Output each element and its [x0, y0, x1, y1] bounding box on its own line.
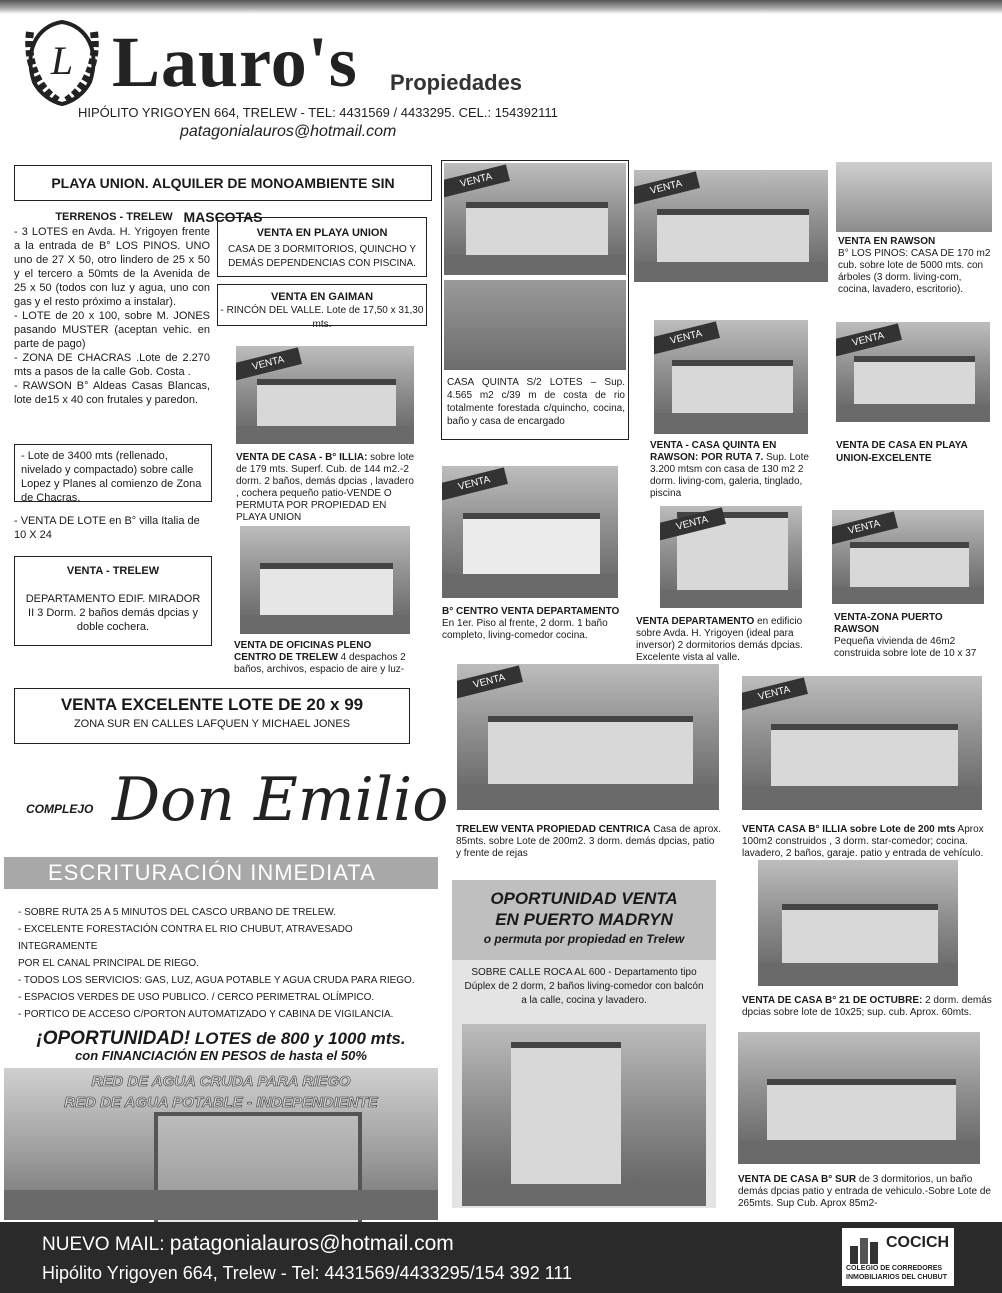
playa-union-body: CASA DE 3 DORMITORIOS, QUINCHO Y DEMÁS DEPENDENCIAS CON PISCINA.	[228, 244, 416, 269]
rawson-body: B° LOS PINOS: CASA DE 170 m2 cub. sobre lote de 5000 mts. con árboles (3 dorm. living-com, cocina, lavadero, escritorio).	[838, 248, 991, 295]
gaiman-title: VENTA EN GAIMAN	[270, 291, 374, 303]
depto-yrigoyen-photo	[660, 506, 802, 608]
cocich-badge	[842, 1228, 954, 1286]
venta-tag: VENTA	[832, 511, 898, 545]
oficinas-caption	[234, 640, 416, 676]
centrica-caption	[456, 824, 722, 860]
terrenos-item: - LOTE de 20 x 100, sobre M. JONES pasando MUSTER (aceptan vehic. en parte de pago)	[14, 310, 210, 350]
oficinas-caption-bold: VENTA DE OFICINAS PLENO CENTRO DE TRELEW	[234, 640, 372, 663]
oportunidad-line	[4, 1028, 438, 1050]
venta-tag: VENTA	[442, 467, 508, 501]
red-agua-potable: RED DE AGUA POTABLE - INDEPENDIENTE	[64, 1094, 378, 1111]
villa-italia-text: - VENTA DE LOTE en B° villa Italia de 10 X 24	[14, 515, 200, 541]
illia-200-caption-bold: VENTA CASA B° ILLIA sobre Lote de 200 mts	[742, 824, 956, 835]
venta-tag: VENTA	[660, 507, 726, 541]
lote-20x99-title: VENTA EXCELENTE LOTE DE 20 x 99	[60, 695, 364, 714]
quinta-photo-1	[444, 163, 626, 275]
oficinas-caption-body: 4 despachos 2 baños, archivos, espacio de aire y luz-	[234, 652, 406, 675]
illia-caption-bold: VENTA DE CASA - B° ILLIA:	[236, 452, 368, 463]
cocich-line1: COLEGIO DE CORREDORES	[846, 1265, 943, 1272]
illia-caption	[236, 452, 416, 524]
octubre-caption	[742, 995, 992, 1019]
playa-union-title: VENTA EN PLAYA UNION	[256, 227, 388, 239]
red-agua-cruda: RED DE AGUA CRUDA PARA RIEGO	[91, 1073, 351, 1090]
cocich-line2: INMOBILIARIOS DEL CHUBUT	[846, 1274, 947, 1281]
barrio-sur-caption-bold: VENTA DE CASA B° SUR	[738, 1174, 857, 1185]
terrenos-title: TERRENOS - TRELEW	[55, 211, 173, 223]
barrio-sur-caption-body: de 3 dormitorios, un baño demás dpcias patio y entrada de vehiculo.-Sobre Lote de 265mts. Sup Cub. Aprox 85m2-	[738, 1174, 991, 1209]
terrenos-item: - RAWSON B° Aldeas Casas Blancas, lote de15 x 40 con frutales y paredon.	[14, 380, 210, 406]
centrica-photo	[457, 664, 719, 810]
complejo-feature: POR EL CANAL PRINCIPAL DE RIEGO.	[18, 958, 199, 969]
venta-tag: VENTA	[236, 347, 302, 381]
lote-3400-box: - Lote de 3400 mts (rellenado, nivelado y compactado) sobre calle Lopez y Planes al comienzo de Zona de Chacras.	[14, 444, 212, 502]
lote-20x99-box	[14, 688, 410, 744]
venta-tag: VENTA	[742, 677, 808, 711]
cocich-name: COCICH	[886, 1234, 950, 1251]
terrenos-item: - 3 LOTES en Avda. H. Yrigoyen frente a la entrada de B° LOS PINOS. UNO uno de 27 X 50, otro lindero de 25 x 50 y el tercero a 50mts de la Avenida de 25 x 50 (todos con luz y agua, uno con gas y el resto próximo a instalar).	[14, 226, 210, 308]
centro-caption-bold: B° CENTRO VENTA DEPARTAMENTO	[442, 606, 620, 617]
ruta7-caption	[650, 440, 810, 500]
oportunidad-bold: ¡OPORTUNIDAD!	[36, 1028, 191, 1049]
barrio-sur-photo	[738, 1032, 980, 1164]
fountain-photo	[836, 162, 992, 232]
ruta7-caption-body: Sup. Lote 3.200 mtsm con casa de 130 m2 2 dorm. living-com, galeria, tinglado, piscina	[650, 452, 809, 499]
madryn-title-2: EN PUERTO MADRYN	[495, 910, 673, 929]
centrica-caption-bold: TRELEW VENTA PROPIEDAD CENTRICA	[456, 824, 651, 835]
escrituracion-text: ESCRITURACIÓN INMEDIATA	[48, 860, 376, 885]
venta-tag: VENTA	[654, 321, 720, 355]
puerto-title: VENTA-ZONA PUERTO RAWSON	[834, 612, 943, 635]
gaiman-body: - RINCÓN DEL VALLE. Lote de 17,50 x 31,30 mts.	[220, 305, 424, 330]
playa-union-box	[217, 217, 427, 277]
ruta7-caption-bold: VENTA - CASA QUINTA EN RAWSON: POR RUTA 7.	[650, 440, 777, 463]
lote-20x99-sub: ZONA SUR EN CALLES LAFQUEN Y MICHAEL JONES	[73, 718, 351, 730]
depto-caption	[636, 616, 826, 664]
illia-200-caption	[742, 824, 992, 860]
puerto-caption	[834, 612, 988, 660]
monoambiente-headline: PLAYA UNION. ALQUILER DE MONOAMBIENTE SIN MASCOTAS	[14, 165, 432, 201]
illia-200-photo	[742, 676, 982, 810]
rawson-caption	[838, 236, 994, 296]
barrio-sur-caption	[738, 1174, 994, 1210]
footer-mail[interactable]: patagonialauros@hotmail.com	[169, 1232, 454, 1255]
cocich-building-icon	[848, 1234, 882, 1264]
venta-trelew-box	[14, 556, 212, 646]
header-email[interactable]: patagonialauros@hotmail.com	[180, 123, 397, 140]
footer-address: Hipólito Yrigoyen 664, Trelew - Tel: 4431569/4433295/154 392 111	[42, 1263, 573, 1283]
venta-tag: VENTA	[836, 323, 902, 357]
venta-tag: VENTA	[457, 665, 523, 699]
financiacion-line: con FINANCIACIÓN EN PESOS de hasta el 50%	[75, 1048, 367, 1063]
centro-caption	[442, 606, 620, 642]
rawson-title: VENTA EN RAWSON	[838, 236, 936, 247]
top-gradient-bar	[0, 0, 1002, 14]
footer-mail-line	[42, 1232, 454, 1256]
crest-initial: L	[50, 38, 74, 83]
gaiman-box	[217, 284, 427, 330]
complejo-features	[18, 904, 428, 1023]
madryn-subtitle: o permuta por propiedad en Trelew	[483, 932, 685, 946]
puerto-rawson-photo	[832, 510, 984, 604]
illia-house-photo	[236, 346, 414, 444]
madryn-title-1: OPORTUNIDAD VENTA	[490, 889, 678, 908]
centrica-caption-body: Casa de aprox. 85mts. sobre Lote de 200m2. 3 dorm. demás dpcias, patio y frente de rejas	[456, 824, 722, 859]
brand-name: Lauro's	[112, 22, 358, 102]
venta-trelew-title: VENTA - TRELEW	[66, 565, 160, 577]
playa-casa-caption: VENTA DE CASA EN PLAYA UNION-EXCELENTE	[836, 440, 968, 464]
illia-caption-body: sobre lote de 179 mts. Superf. Cub. de 144 m2.-2 dorm. 2 baños, demás dpcias , lavadero , cochera pequeño patio-VENDE O PERMUTA POR PROPIEDAD EN PLAYA UNION	[236, 452, 415, 523]
escrituracion-band	[4, 857, 438, 889]
header-address: HIPÓLITO YRIGOYEN 664, TRELEW - TEL: 4431569 / 4433295. CEL.: 154392111	[78, 105, 558, 120]
don-emilio-logo: Don Emilio	[112, 765, 449, 835]
madryn-building-photo	[462, 1024, 706, 1206]
ruta7-photo	[654, 320, 808, 434]
complejo-feature: - SOBRE RUTA 25 A 5 MINUTOS DEL CASCO URBANO DE TRELEW.	[18, 907, 337, 918]
venta-tag: VENTA	[634, 171, 700, 205]
centro-depto-photo	[442, 466, 618, 598]
complejo-feature: - PORTICO DE ACCESO C/PORTON AUTOMATIZADO Y CABINA DE VIGILANCIA.	[18, 1009, 394, 1020]
centro-caption-body: En 1er. Piso al frente, 2 dorm. 1 baño completo, living-comedor cocina.	[442, 618, 608, 641]
octubre-photo	[758, 860, 958, 986]
madryn-body: SOBRE CALLE ROCA AL 600 - Departamento tipo Dúplex de 2 dorm, 2 baños living-comedor con balcón a la calle, cocina y lavadero.	[464, 967, 704, 1006]
octubre-caption-body: 2 dorm. demás dpcias sobre lote de 10x25; sup. cub. Aprox. 60mts.	[742, 995, 992, 1018]
oportunidad-rest: LOTES de 800 y 1000 mts.	[190, 1029, 406, 1048]
madryn-header	[452, 880, 716, 960]
depto-caption-body: en edificio sobre Avda. H. Yrigoyen (ideal para inversor) 2 dormitorios demás dpcias. Excelente vista al valle.	[636, 616, 803, 663]
footer-mail-label: NUEVO MAIL:	[42, 1234, 165, 1255]
brand-subtitle: Propiedades	[390, 70, 523, 95]
laurel-crest-logo	[16, 12, 108, 107]
quinta-caption: CASA QUINTA S/2 LOTES – Sup. 4.565 m2 c/39 m de costa de rio totalmente forestada c/quincho, cocina, baño y casa de encargado	[447, 377, 625, 427]
puerto-body: Pequeña vivienda de 46m2 construida sobre lote de 10 x 37	[834, 636, 977, 659]
complejo-prefix: COMPLEJO	[26, 802, 94, 816]
terrenos-list	[14, 225, 210, 407]
complejo-feature: - TODOS LOS SERVICIOS: GAS, LUZ, AGUA POTABLE Y AGUA CRUDA PARA RIEGO.	[18, 975, 415, 986]
complejo-feature: - ESPACIOS VERDES DE USO PUBLICO. / CERCO PERIMETRAL OLÍMPICO.	[18, 992, 375, 1003]
complejo-feature: - EXCELENTE FORESTACIÓN CONTRA EL RIO CHUBUT, ATRAVESADO INTEGRAMENTE	[18, 924, 353, 952]
rawson-house-photo	[634, 170, 828, 282]
venta-tag: VENTA	[444, 164, 510, 198]
footer-bar	[0, 1222, 1002, 1293]
playa-casa-photo	[836, 322, 990, 422]
venta-trelew-body: DEPARTAMENTO EDIF. MIRADOR II 3 Dorm. 2 baños demás dpcias y doble cochera.	[25, 593, 201, 633]
terrenos-item: - ZONA DE CHACRAS .Lote de 2.270 mts a pasos de la calle Gob. Costa .	[14, 352, 210, 378]
oficinas-photo	[240, 526, 410, 634]
depto-caption-bold: VENTA DEPARTAMENTO	[636, 616, 755, 627]
illia-200-caption-body: Aprox 100m2 construidos , 3 dorm. star-comedor; cocina. lavadero, 2 baños, garaje. patio y entrada de vehículo.	[742, 824, 984, 859]
quinta-photo-2	[444, 280, 626, 370]
complejo-gate-photo	[4, 1068, 438, 1220]
octubre-caption-bold: VENTA DE CASA B° 21 DE OCTUBRE:	[742, 995, 923, 1006]
